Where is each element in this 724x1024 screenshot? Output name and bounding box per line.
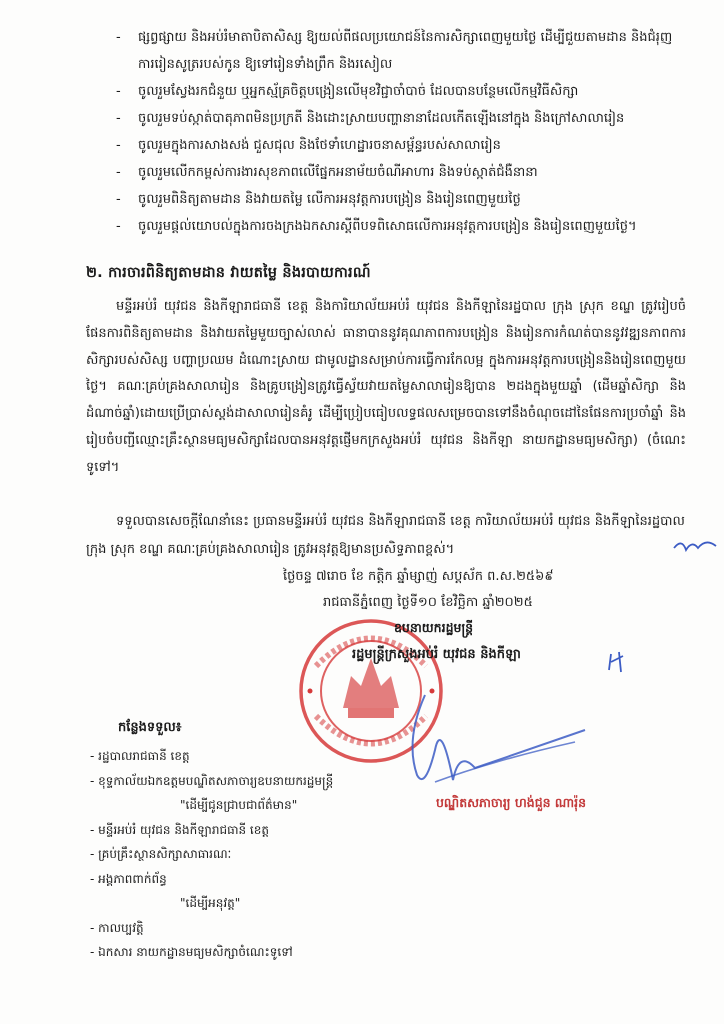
signature-title-deputy-pm: ឧបនាយករដ្ឋមន្ត្រី [394, 620, 474, 635]
bullet-item: - ចូលរួមពិនិត្យតាមដាន និងវាយតម្លៃ លើការអនុវត្តការបង្រៀន និងរៀនពេញមួយថ្ងៃ [108, 186, 688, 213]
recipient-item: - ឯកសារ នាយកដ្ឋានមធ្យមសិក្សាចំណេះទូទៅ [90, 945, 293, 959]
recipient-note: "ដើម្បីជូនជ្រាបជាព័ត៌មាន" [180, 798, 298, 812]
recipient-item: - កាលប្បវត្តិ [90, 920, 144, 935]
signature-icon [395, 680, 595, 800]
recipients-list [90, 744, 333, 965]
bullet-item: - ចូលរួមក្នុងការសាងសង់ ជួសជុល និងថែទាំហេដ្ឋារចនាសម្ព័ន្ធរបស់សាលារៀន [108, 132, 688, 159]
recipients-heading: កន្លែងទទួល៖ [118, 720, 182, 735]
signature-title-minister: រដ្ឋមន្ត្រីក្រសួងអប់រំ យុវជន និងកីឡា [352, 647, 521, 662]
recipient-note: "ដើម្បីអនុវត្ត" [180, 896, 241, 910]
bullet-item: - ចូលរួមលើកកម្ពស់ការងារសុខភាពលើផ្នែកអនាម័យចំណីអាហារ និងទប់ស្កាត់ជំងឺនានា [108, 159, 688, 186]
section-heading: ២. ការចារពិនិត្យតាមដាន វាយតម្លៃ និងរបាយការណ៍ [86, 265, 371, 281]
dash-marker: - [116, 138, 121, 153]
paragraph-monitoring: មន្ទីរអប់រំ យុវជន និងកីឡារាជធានី ខេត្ត និងការិយាល័យអប់រំ យុវជន និងកីឡានៃរដ្ឋបាល ក្រុង ស្រុក ខណ្ឌ ត្រូវរៀបចំផែនការពិនិត្យតាមដាន និងវាយតម្លៃមួយច្បាស់លាស់ ធានាបាននូវគុណភាពការបង្រៀន និងរៀនការកំណត់បាននូវវឌ្ឍនភាពការសិក្សារបស់សិស្ស បញ្ហាប្រឈម ដំណោះស្រាយ ជាមូលដ្ឋានសម្រាប់ការធ្វើការកែលម្អ ក្នុងការអនុវត្តការបង្រៀននិងរៀនពេញមួយថ្ងៃ។ គណៈគ្រប់គ្រងសាលារៀន និងគ្រូបង្រៀនត្រូវធ្វើស្វ័យវាយតម្លៃសាលារៀនឱ្យបាន ២ដងក្នុងមួយឆ្នាំ (ដើមឆ្នាំសិក្សា និងដំណាច់ឆ្នាំ)ដោយប្រើប្រាស់ស្តង់ដាសាលារៀនគំរូ ដើម្បីប្រៀបធៀបលទ្ធផលសម្រេចបានទៅនឹងចំណុចដៅនៃផែនការប្រចាំឆ្នាំ និងរៀបចំបញ្ជីឈ្មោះគ្រឹះស្ថានមធ្យមសិក្សាដែលបានអនុវត្តផ្ញើមកក្រសួងអប់រំ យុវជន និងកីឡា នាយកដ្ឋានមធ្យមសិក្សា) (ចំណេះទូទៅ។ [86, 299, 686, 475]
date-lunar: ថ្ងៃចន្ទ ៧រោច ខែ កត្តិក ឆ្នាំម្សាញ់ សប្តស័ក ព.ស.២៥៦៩ [283, 569, 554, 584]
dash-marker: - [116, 111, 121, 126]
recipient-item: - រដ្ឋបាលរាជធានី ខេត្ត [90, 749, 190, 763]
recipient-item: - មន្ទីរអប់រំ យុវជន និងកីឡារាជធានី ខេត្ត [90, 822, 269, 837]
date-solar: រាជធានីភ្នំពេញ ថ្ងៃទី១០ ខែវិច្ឆិកា ឆ្នាំ២០២៥ [323, 595, 533, 610]
bullet-item: - ចូលរួមផ្តល់យោបល់ក្នុងការចងក្រងឯកសារស្តីពីបទពិសោធលើការអនុវត្តការបង្រៀន និងរៀនពេញមួយថ្ងៃ។ [108, 213, 688, 240]
paragraph-implementation: ទទួលបានសេចក្តីណែនាំនេះ ប្រធានមន្ទីរអប់រំ យុវជន និងកីឡារាជធានី ខេត្ត ការិយាល័យអប់រំ យុវជន និងកីឡានៃរដ្ឋបាល ក្រុង ស្រុក ខណ្ឌ គណៈគ្រប់គ្រងសាលារៀន ត្រូវអនុវត្តឱ្យមានប្រសិទ្ធភាពខ្ពស់។ [86, 514, 685, 557]
dash-marker: - [116, 192, 121, 207]
recipient-item: - ខុទ្ទកាល័យឯកឧត្តមបណ្ឌិតសភាចារ្យឧបនាយករដ្ឋមន្ត្រី [90, 773, 334, 788]
bullet-item: - ផ្សព្វផ្សាយ និងអប់រំមាតាបិតាសិស្ស ឱ្យយល់ពីផលប្រយោជន៍នៃការសិក្សាពេញមួយថ្ងៃ ដើម្បីជួយតាមដាន និងជំរុញការរៀនសូត្ររបស់កូន ឱ្យទៅរៀនទាំងព្រឹក និងរសៀល [108, 24, 688, 78]
bullet-item: - ចូលរួមទប់ស្កាត់បាតុភាពមិនប្រក្រតី និងដោះស្រាយបញ្ហានានាដែលកើតឡើងនៅក្នុង និងក្រៅសាលារៀន [108, 105, 688, 132]
bullet-item: - ចូលរួមស្វែងរកជំនួយ ឬអ្នកស្ម័គ្រចិត្តបង្រៀនលើមុខវិជ្ជាចាំបាច់ ដែលបានបន្ថែមលើកម្មវិធីសិក្សា [108, 78, 688, 105]
dash-marker: - [116, 219, 121, 234]
dash-marker: - [116, 165, 121, 180]
initial-mark-icon [605, 650, 629, 674]
dash-marker: - [116, 84, 121, 99]
signer-name: បណ្ឌិតសភាចារ្យ ហង់ជួន ណារ៉ុន [436, 795, 587, 810]
initial-mark-icon [672, 536, 720, 556]
recipient-item: - អង្គភាពពាក់ព័ន្ធ [90, 871, 167, 886]
recipient-item: - គ្រប់គ្រឹះស្ថានសិក្សាសាធារណៈ [90, 847, 232, 861]
bullet-list [108, 24, 688, 240]
dash-marker: - [116, 30, 121, 45]
